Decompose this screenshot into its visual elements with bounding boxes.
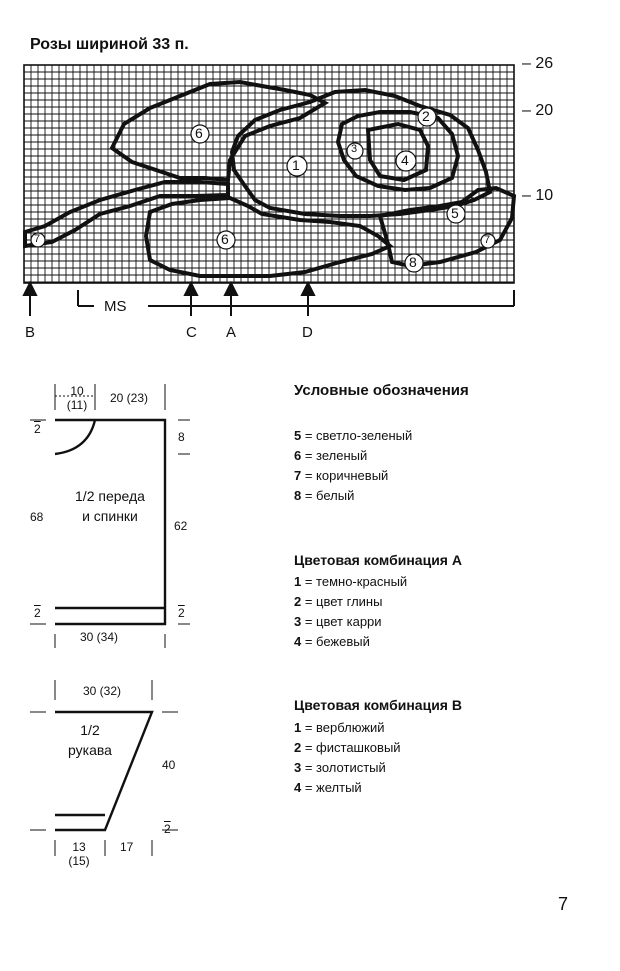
sleeve-bottom-right: 17 <box>120 840 134 854</box>
combo-a-item <box>294 632 407 652</box>
chart-title: Розы шириной 33 п. <box>30 36 189 53</box>
legend-text: = цвет карри <box>301 614 382 629</box>
sleeve-rib: 2 <box>164 822 171 836</box>
legend-num: 1 <box>294 720 302 735</box>
combo-b-item <box>294 778 401 798</box>
front-label-line1: 1/2 переда <box>75 488 145 504</box>
sleeve-bottom-left-dim <box>64 840 94 868</box>
front-shoulder: 8 <box>178 430 185 444</box>
label-c: C <box>186 324 197 341</box>
legend-num: 6 <box>294 448 302 463</box>
sleeve-height: 40 <box>162 758 176 772</box>
front-top-left: 10 <box>70 384 84 398</box>
sleeve-label-line1: 1/2 <box>80 722 100 738</box>
color-mark-5: 5 <box>451 205 459 221</box>
legend-title: Условные обозначения <box>294 382 469 399</box>
legend-num: 3 <box>294 760 302 775</box>
color-mark-7-right: 7 <box>484 234 491 246</box>
color-mark-8: 8 <box>409 254 417 270</box>
legend-text: = цвет глины <box>301 594 383 609</box>
front-rib-top: 2 <box>34 422 41 436</box>
label-a: A <box>226 324 237 341</box>
front-top-right: 20 (23) <box>110 391 149 405</box>
legend-num: 4 <box>294 780 302 795</box>
combo-b-item <box>294 738 401 758</box>
front-top-left-alt: (11) <box>66 398 88 412</box>
row-number-10: – 10 <box>522 187 554 204</box>
front-back-label <box>60 486 160 526</box>
color-mark-3: 3 <box>351 143 358 155</box>
legend-text: = белый <box>301 488 355 503</box>
sleeve-label <box>60 720 120 760</box>
legend-list <box>294 426 412 506</box>
ms-label: MS <box>104 298 127 315</box>
label-b: B <box>25 324 36 341</box>
legend-text: = светло-зеленый <box>301 428 413 443</box>
color-mark-4: 4 <box>401 152 409 168</box>
legend-num: 3 <box>294 614 302 629</box>
combo-a-item <box>294 592 407 612</box>
sleeve-bottom-left: 13 <box>72 840 86 854</box>
legend-num: 8 <box>294 488 302 503</box>
sleeve-label-line2: рукава <box>68 742 112 758</box>
row-number-20: – 20 <box>522 102 554 119</box>
color-mark-6-lower: 6 <box>221 231 229 247</box>
legend-text: = бежевый <box>301 634 370 649</box>
legend-item <box>294 426 412 446</box>
legend-text: = коричневый <box>301 468 389 483</box>
combo-a-list <box>294 572 407 652</box>
combo-a-title: Цветовая комбинация А <box>294 552 462 568</box>
color-mark-1: 1 <box>292 157 300 173</box>
legend-num: 2 <box>294 594 302 609</box>
legend-num: 2 <box>294 740 302 755</box>
combo-a-item <box>294 612 407 632</box>
legend-item <box>294 466 412 486</box>
legend-num: 5 <box>294 428 302 443</box>
sleeve-top-width: 30 (32) <box>83 684 122 698</box>
combo-b-title: Цветовая комбинация В <box>294 697 462 713</box>
combo-b-item <box>294 758 401 778</box>
front-right-height: 62 <box>174 519 188 533</box>
legend-text: = золотистый <box>301 760 386 775</box>
legend-text: = фисташковый <box>301 740 401 755</box>
color-mark-6-upper: 6 <box>195 125 203 141</box>
front-rib-left: 2 <box>34 606 41 620</box>
combo-a-item <box>294 572 407 592</box>
legend-num: 1 <box>294 574 302 589</box>
combo-b-item <box>294 718 401 738</box>
row-number-26: – 26 <box>522 55 554 72</box>
front-label-line2: и спинки <box>82 508 138 524</box>
legend-item <box>294 446 412 466</box>
front-top-left-dim <box>64 384 90 412</box>
legend-num: 4 <box>294 634 302 649</box>
page-number: 7 <box>557 894 568 914</box>
legend-item <box>294 486 412 506</box>
legend-num: 7 <box>294 468 302 483</box>
label-d: D <box>302 324 313 341</box>
legend-text: = желтый <box>301 780 362 795</box>
front-bottom-width: 30 (34) <box>80 630 119 644</box>
combo-b-list <box>294 718 401 798</box>
front-left-height: 68 <box>30 510 44 524</box>
color-mark-7-left: 7 <box>34 233 41 245</box>
front-rib-right: 2 <box>178 606 185 620</box>
legend-text: = зеленый <box>301 448 368 463</box>
legend-text: = темно-красный <box>301 574 408 589</box>
legend-text: = верблюжий <box>301 720 385 735</box>
color-mark-2: 2 <box>422 108 430 124</box>
sleeve-bottom-left-alt: (15) <box>68 854 90 868</box>
